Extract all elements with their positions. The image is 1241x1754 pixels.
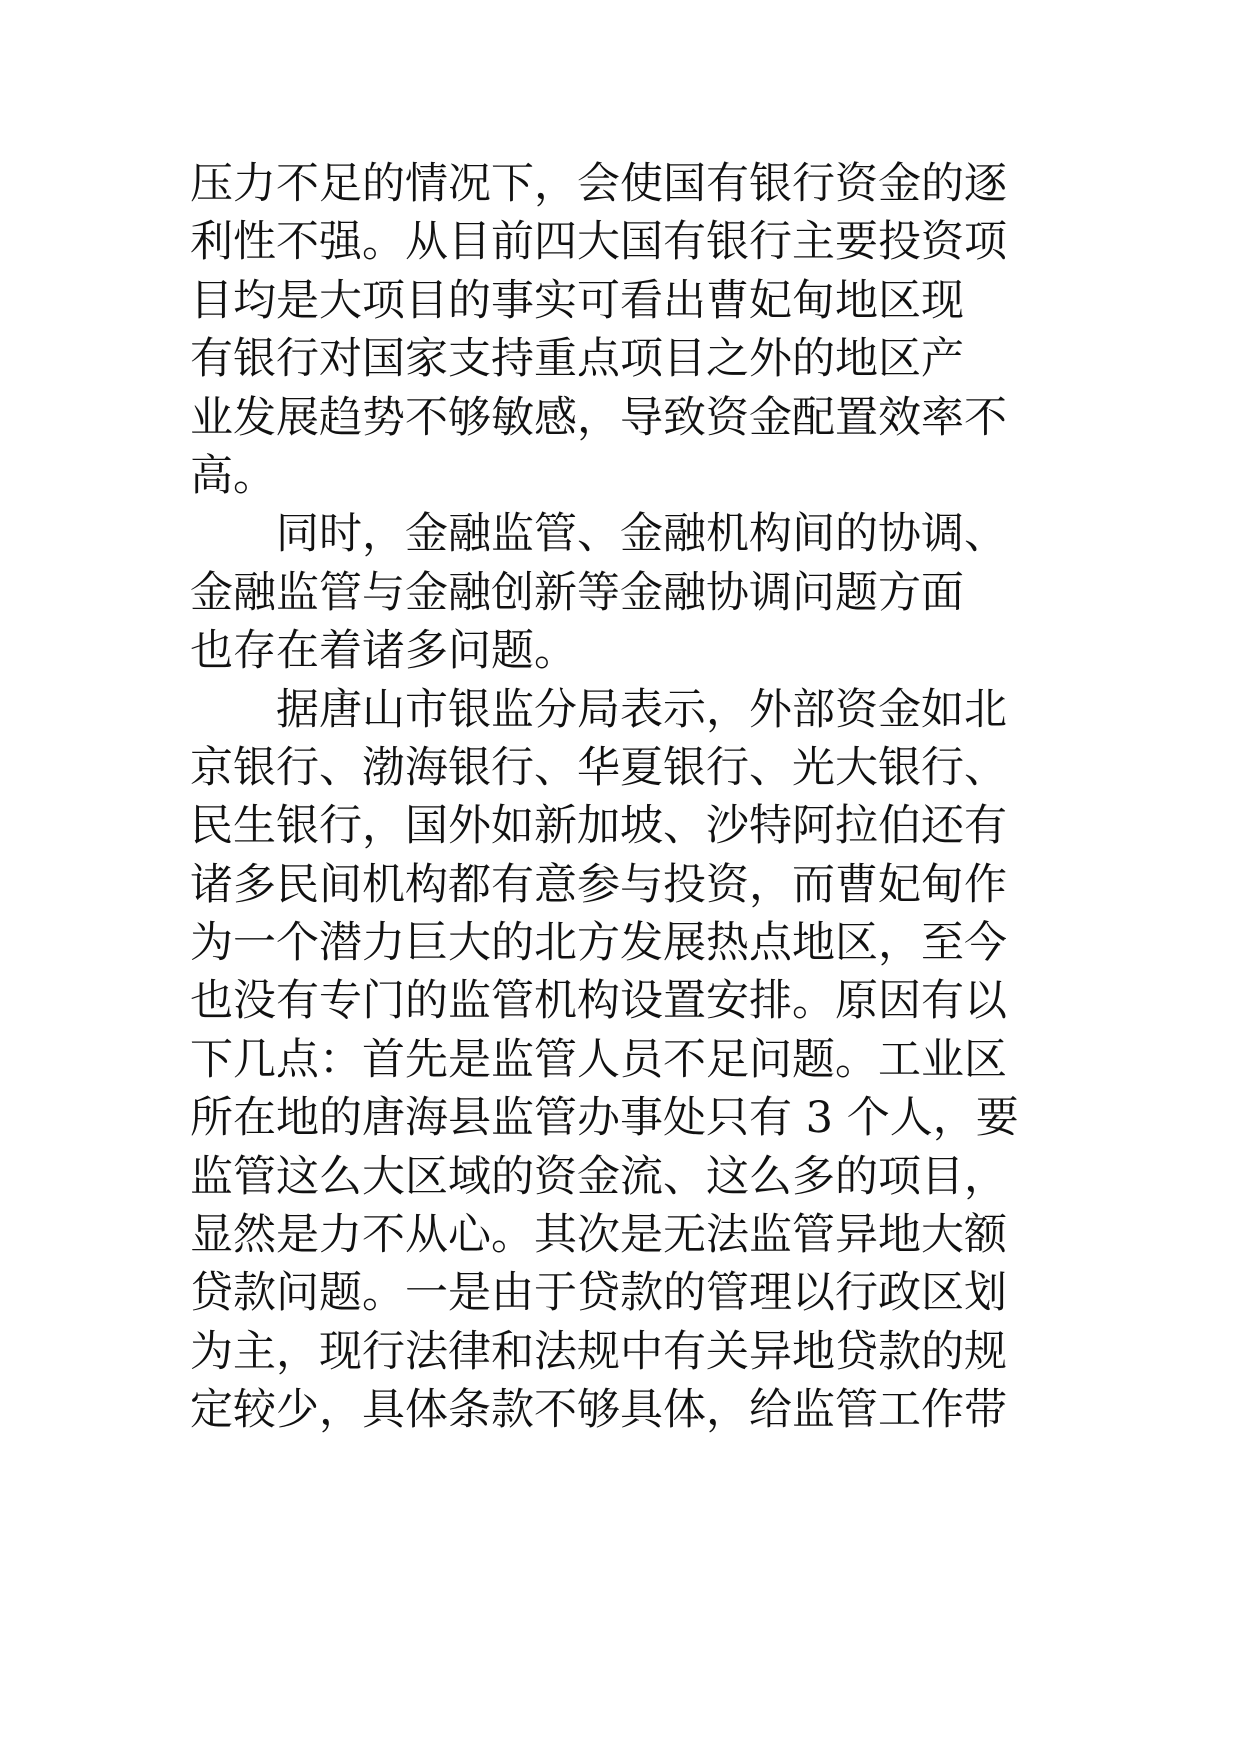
text-line: 下几点：首先是监管人员不足问题。工业区 — [190, 1034, 1007, 1085]
text-line: 显然是力不从心。其次是无法监管异地大额 — [190, 1210, 1007, 1261]
text-line: 也存在着诸多问题。 — [190, 626, 577, 677]
text-line: 贷款问题。一是由于贷款的管理以行政区划 — [190, 1268, 1007, 1319]
text-line: 民生银行，国外如新加坡、沙特阿拉伯还有 — [190, 801, 1007, 852]
text-line: 业发展趋势不够敏感，导致资金配置效率不 — [190, 392, 1007, 443]
text-line: 监管这么大区域的资金流、这么多的项目， — [190, 1151, 1007, 1202]
text-line: 京银行、渤海银行、华夏银行、光大银行、 — [190, 742, 1007, 793]
text-line: 也没有专门的监管机构设置安排。原因有以 — [190, 976, 1007, 1027]
text-line: 为主，现行法律和法规中有关异地贷款的规 — [190, 1326, 1007, 1377]
text-line: 金融监管与金融创新等金融协调问题方面 — [190, 567, 964, 618]
text-line: 所在地的唐海县监管办事处只有 3 个人，要 — [190, 1093, 1019, 1144]
text-line: 定较少，具体条款不够具体，给监管工作带 — [190, 1385, 1007, 1436]
text-line: 目均是大项目的事实可看出曹妃甸地区现 — [190, 275, 964, 326]
text-line: 同时，金融监管、金融机构间的协调、 — [190, 509, 1007, 560]
text-line: 为一个潜力巨大的北方发展热点地区，至今 — [190, 918, 1007, 969]
text-line: 压力不足的情况下，会使国有银行资金的逐 — [190, 159, 1007, 209]
text-line: 诸多民间机构都有意参与投资，而曹妃甸作 — [190, 859, 1007, 910]
text-line: 高。 — [190, 450, 276, 501]
body-text — [190, 155, 1090, 1440]
text-line: 利性不强。从目前四大国有银行主要投资项 — [190, 217, 1007, 268]
text-line: 据唐山市银监分局表示，外部资金如北 — [190, 684, 1007, 735]
text-line: 有银行对国家支持重点项目之外的地区产 — [190, 334, 964, 385]
